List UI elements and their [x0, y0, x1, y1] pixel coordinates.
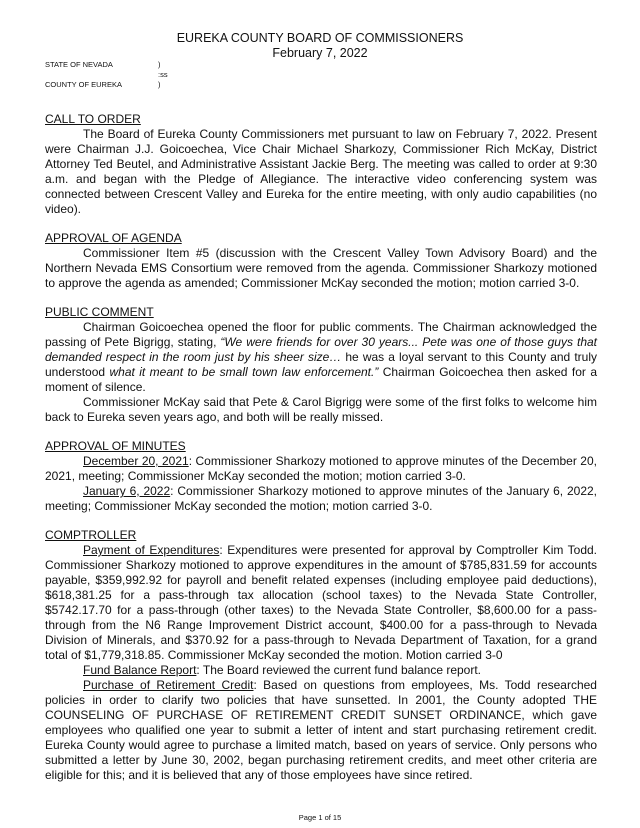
minutes-text-december: : Commissioner Sharkozy motioned to approve minutes of the December 20, 2021, meeting; Commissioner McKay seconded the motion; motion carried 3-0.: [45, 454, 597, 483]
minutes-item-january: [45, 484, 597, 514]
fund-balance-item: [45, 663, 597, 678]
call-to-order-heading: CALL TO ORDER: [45, 112, 141, 126]
public-comment-quote-2: what it meant to be small town law enforcement.”: [109, 365, 379, 379]
minutes-body: [45, 112, 597, 783]
county-label: COUNTY OF EUREKA: [45, 80, 122, 89]
venue-block: [45, 60, 245, 90]
approval-of-minutes-heading: APPROVAL OF MINUTES: [45, 439, 186, 453]
minutes-item-december: [45, 454, 597, 484]
meeting-date: February 7, 2022: [272, 46, 368, 60]
approval-of-agenda-text: Commissioner Item #5 (discussion with the Crescent Valley Town Advisory Board) and the Northern Nevada EMS Consortium were removed from the agenda. Commissioner Sharkozy motioned to approve the agenda as amended; Commissioner McKay seconded the motion; motion carried 3-0.: [45, 246, 597, 290]
fund-balance-label: Fund Balance Report: [83, 663, 197, 677]
call-to-order-text: The Board of Eureka County Commissioners met pursuant to law on February 7, 2022. Present were Chairman J.J. Goicoechea, Vice Chair Michael Sharkozy, Commissioner Rich McKay, District Attorney Ted Beutel, and Administrative Assistant Jackie Berg. The meeting was called to order at 9:30 a.m. and began with the Pledge of Allegiance. The interactive video conferencing system was connected between Crescent Valley and Eureka for the entire meeting, with only audio capabilities (no video).: [45, 127, 597, 216]
expenditures-item: [45, 543, 597, 663]
minutes-date-january: January 6, 2022: [83, 484, 171, 498]
fund-balance-text: : The Board reviewed the current fund balance report.: [196, 663, 482, 677]
venue-paren-bottom: ): [158, 80, 161, 89]
retirement-credit-label: Purchase of Retirement Credit: [83, 678, 254, 692]
retirement-credit-item: [45, 678, 597, 783]
comptroller-heading: COMPTROLLER: [45, 528, 137, 542]
public-comment-quote: “We were friends for over 30 years... Pete was one of those guys that demanded respect in the room just by his sheer size…: [45, 335, 597, 364]
expenditures-label: Payment of Expenditures: [83, 543, 220, 557]
approval-of-agenda-heading: APPROVAL OF AGENDA: [45, 231, 182, 245]
venue-paren-top: ): [158, 60, 161, 69]
venue-ss: :ss: [158, 70, 168, 79]
retirement-credit-text: : Based on questions from employees, Ms. Todd researched policies in order to clarify two policies that have sunsetted. In 2001, the County adopted THE COUNSELING OF PURCHASE OF RETIREMENT CREDIT SUNSET ORDINANCE, which gave employees who qualified one year to submit a letter of intent and start purchasing retirement credit. Eureka County would agree to purchase a limited match, based on years of service. Only persons who submitted a letter by June 30, 2002, began purchasing retirement credits, and meet other criteria are eligible for this; and it is believed that any of those employees have since retired.: [45, 678, 597, 782]
document-header: [0, 31, 640, 61]
public-comment-text-c: Chairman Goicoechea then asked for a moment of silence.: [45, 365, 597, 394]
minutes-date-december: December 20, 2021: [83, 454, 189, 468]
public-comment-paragraph-2: Commissioner McKay said that Pete & Carol Bigrigg were some of the first folks to welcome him back to Eureka seven years ago, and both will be really missed.: [45, 395, 597, 424]
page-number: Page 1 of 15: [298, 813, 342, 822]
minutes-text-january: : Commissioner Sharkozy motioned to approve minutes of the January 6, 2022, meeting; Commissioner McKay seconded the motion; motion carried 3-0.: [45, 484, 598, 513]
public-comment-text-b: he was a loyal servant to this County and truly understood: [45, 350, 597, 379]
public-comment-text-a: Chairman Goicoechea opened the floor for public comments. The Chairman acknowledged the passing of Pete Bigrigg, stating,: [45, 320, 597, 349]
public-comment-paragraph-1: [45, 320, 597, 395]
expenditures-text: : Expenditures were presented for approval by Comptroller Kim Todd. Commissioner Sharkozy motioned to approve expenditures in the amount of $785,831.59 for accounts payable, $359,992.92 for payroll and benefit related expenses (including employee paid deductions), $618,381.25 for a pass-through tax allocation (school taxes) to the Nevada State Controller, $5742.17.70 for a pass-through (other taxes) to the Nevada State Controller, $8,600.00 for a pass-through from the N6 Range Improvement District account, $400.00 for a pass-through to Nevada Division of Minerals, and $370.92 for a pass-through to Nevada Department of Taxation, for a grand total of $1,779,318.85. Commissioner McKay seconded the motion. Motion carried 3-0: [45, 543, 597, 662]
board-title: EUREKA COUNTY BOARD OF COMMISSIONERS: [176, 31, 464, 45]
public-comment-heading: PUBLIC COMMENT: [45, 305, 154, 319]
state-label: STATE OF NEVADA: [45, 60, 113, 69]
